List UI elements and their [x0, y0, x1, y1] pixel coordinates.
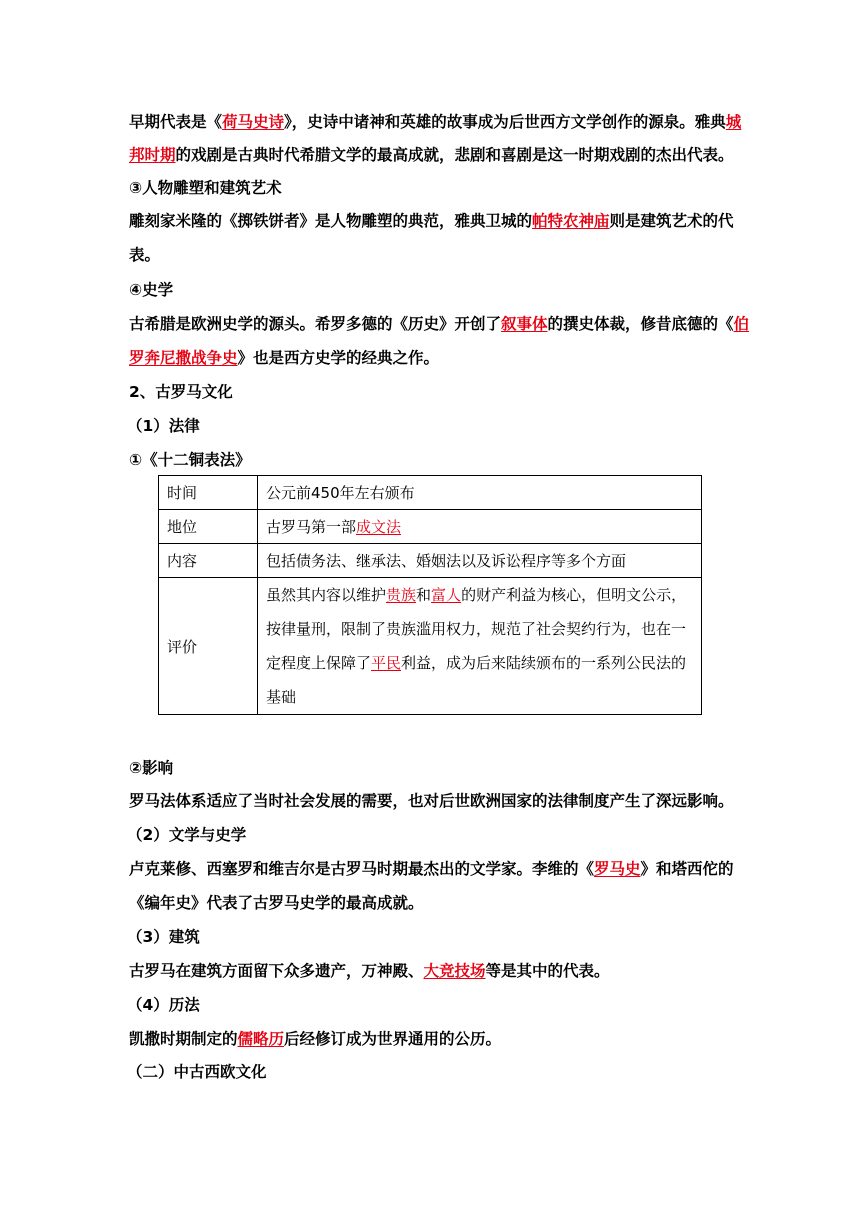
table-row: [159, 578, 702, 715]
heading-history: ④史学: [129, 281, 174, 299]
paragraph-history-end: 罗奔尼撒战争史》也是西方史学的经典之作。: [129, 349, 440, 367]
highlight-term: 大竞技场: [423, 962, 486, 980]
heading-influence: ②影响: [129, 759, 174, 777]
highlight-term: 罗马史: [594, 860, 641, 878]
table-value: 公元前450年左右颁布: [258, 476, 702, 510]
highlight-term: 帕特农神庙: [532, 212, 610, 230]
heading-sculpture: ③人物雕塑和建筑艺术: [129, 179, 282, 197]
table-row: [159, 510, 702, 544]
table-row: [159, 476, 702, 510]
paragraph-calendar: 凯撒时期制定的儒略历后经修订成为世界通用的公历。: [129, 1030, 502, 1048]
table-row: [159, 544, 702, 578]
highlight-term: 富人: [431, 586, 462, 604]
table-key: 评价: [159, 578, 258, 715]
highlight-term: 叙事体: [501, 315, 548, 333]
table-key: 时间: [159, 476, 258, 510]
table-value: 包括债务法、继承法、婚姻法以及诉讼程序等多个方面: [258, 544, 702, 578]
highlight-term: 城: [725, 113, 742, 131]
paragraph-influence: 罗马法体系适应了当时社会发展的需要，也对后世欧洲国家的法律制度产生了深远影响。: [129, 792, 734, 810]
paragraph-drama: 邦时期的戏剧是古典时代希腊文学的最高成就，悲剧和喜剧是这一时期戏剧的杰出代表。: [129, 146, 734, 164]
highlight-term: 伯: [733, 315, 750, 333]
table-key: 地位: [159, 510, 258, 544]
table-key: 内容: [159, 544, 258, 578]
subheading-calendar: （4）历法: [127, 996, 200, 1014]
highlight-term: 邦时期: [129, 146, 176, 164]
highlight-term: 儒略历: [237, 1030, 285, 1048]
table-value: 古罗马第一部成文法: [258, 510, 702, 544]
table-value: 虽然其内容以维护贵族和富人的财产利益为核心，但明文公示，按律量刑，限制了贵族滥用权力，规范了社会契约行为，也在一定程度上保障了平民利益，成为后来陆续颁布的一系列公民法的基础: [258, 578, 702, 715]
subheading-twelve-tables: ①《十二铜表法》: [129, 451, 251, 469]
paragraph-literature: 卢克莱修、西塞罗和维吉尔是古罗马时期最杰出的文学家。李维的《罗马史》和塔西佗的: [129, 860, 734, 878]
paragraph-history: 古希腊是欧洲史学的源头。希罗多德的《历史》开创了叙事体的撰史体裁，修昔底德的《伯: [129, 315, 750, 333]
highlight-term: 贵族: [386, 586, 417, 604]
subheading-law: （1）法律: [127, 417, 200, 435]
highlight-term: 罗奔尼撒战争史: [129, 349, 238, 367]
paragraph-sculpture-end: 表。: [129, 246, 161, 264]
twelve-tables-table: [158, 475, 702, 715]
paragraph-homer: 早期代表是《荷马史诗》，史诗中诸神和英雄的故事成为后世西方文学创作的源泉。雅典城: [129, 113, 742, 131]
subheading-architecture: （3）建筑: [127, 928, 200, 946]
paragraph-sculpture: 雕刻家米隆的《掷铁饼者》是人物雕塑的典范，雅典卫城的帕特农神庙则是建筑艺术的代: [129, 212, 734, 230]
subheading-literature: （2）文学与史学: [127, 826, 247, 844]
highlight-term: 荷马史诗: [222, 113, 285, 131]
highlight-term: 成文法: [356, 518, 402, 536]
paragraph-annals: 《编年史》代表了古罗马史学的最高成就。: [129, 894, 424, 912]
section-heading-rome: 2、古罗马文化: [129, 383, 233, 401]
section-heading-medieval: （二）中古西欧文化: [127, 1063, 267, 1081]
paragraph-architecture: 古罗马在建筑方面留下众多遗产，万神殿、大竞技场等是其中的代表。: [129, 962, 610, 980]
highlight-term: 平民: [371, 654, 402, 672]
